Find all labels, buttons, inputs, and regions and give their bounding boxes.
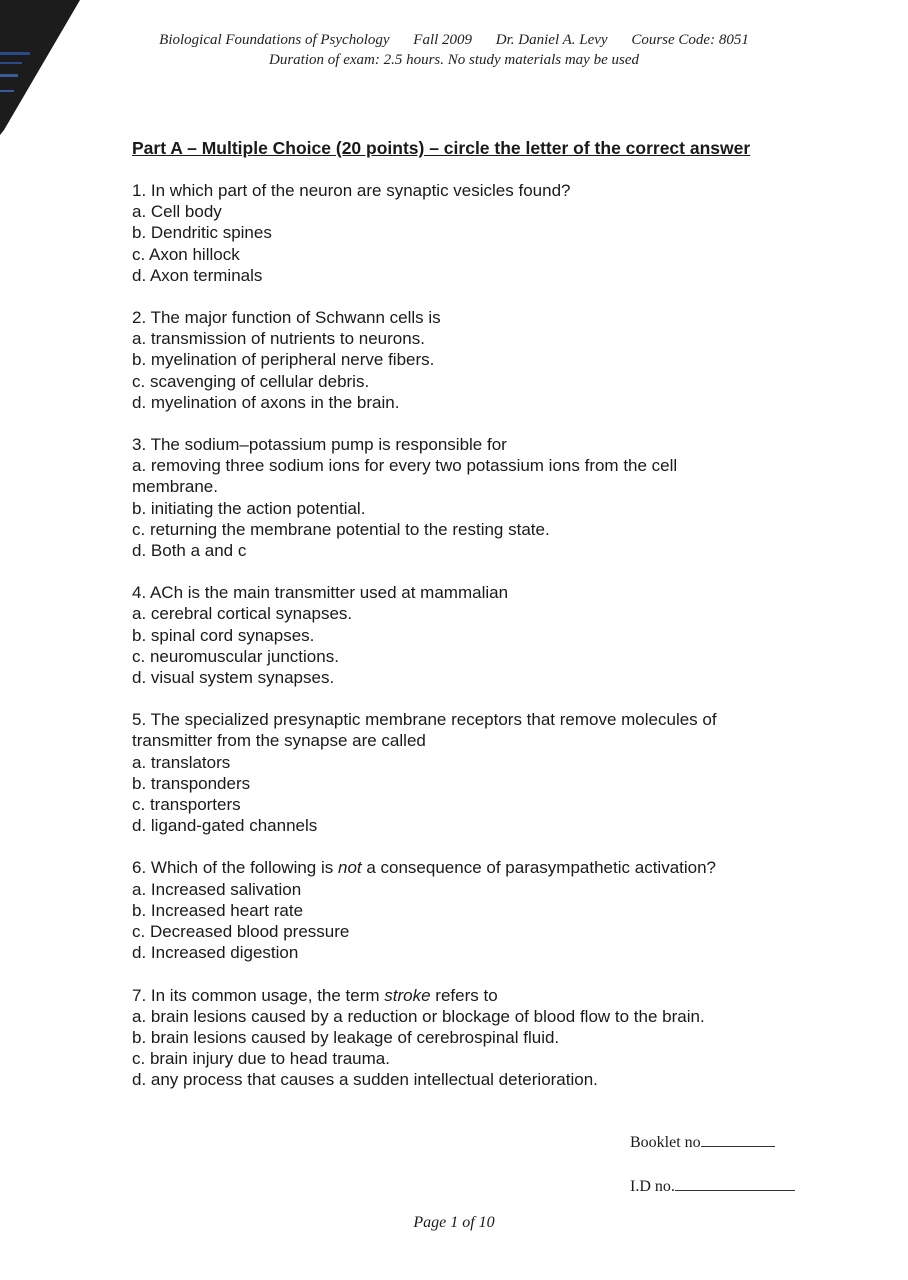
answer-option[interactable]: b. Increased heart rate xyxy=(132,900,304,920)
stem-text-before: 7. In its common usage, the term xyxy=(132,985,385,1005)
question-stem xyxy=(132,857,792,878)
booklet-number-field[interactable] xyxy=(630,1132,775,1152)
exam-duration: Duration of exam: 2.5 hours. No study materials may be used xyxy=(269,52,639,68)
stem-text-after: a consequence of parasympathetic activation? xyxy=(361,858,717,878)
question-list xyxy=(132,180,792,1112)
question-1 xyxy=(132,180,792,286)
page-number: Page 1 of 10 xyxy=(413,1214,495,1231)
answer-option[interactable]: a. brain lesions caused by a reduction or blockage of blood flow to the brain. xyxy=(132,1006,705,1026)
answer-option[interactable]: a. translators xyxy=(132,752,231,772)
question-stem: 3. The sodium–potassium pump is responsible for xyxy=(132,435,507,455)
part-a-title: Part A – Multiple Choice (20 points) – circle the letter of the correct answer xyxy=(132,138,751,158)
question-2 xyxy=(132,307,792,413)
answer-option[interactable]: d. visual system synapses. xyxy=(132,668,335,688)
answer-option[interactable]: a. transmission of nutrients to neurons. xyxy=(132,329,425,349)
booklet-number-label: Booklet no xyxy=(630,1134,701,1151)
id-number-blank[interactable] xyxy=(675,1176,795,1191)
instructor: Dr. Daniel A. Levy xyxy=(495,32,608,48)
answer-option[interactable]: b. initiating the action potential. xyxy=(132,498,366,518)
question-3 xyxy=(132,434,792,561)
stem-emphasis: stroke xyxy=(384,985,431,1005)
term: Fall 2009 xyxy=(413,32,473,48)
answer-option[interactable]: d. ligand-gated channels xyxy=(132,816,318,836)
question-6 xyxy=(132,857,792,963)
question-stem: 2. The major function of Schwann cells is xyxy=(132,308,441,328)
question-stem xyxy=(132,985,792,1006)
answer-option[interactable]: c. transporters xyxy=(132,795,241,815)
id-number-label: I.D no. xyxy=(630,1178,675,1195)
question-stem: 4. ACh is the main transmitter used at mammalian xyxy=(132,583,509,603)
answer-option[interactable]: d. myelination of axons in the brain. xyxy=(132,392,400,412)
answer-option[interactable]: a. cerebral cortical synapses. xyxy=(132,604,353,624)
answer-option[interactable]: d. Increased digestion xyxy=(132,943,299,963)
question-4 xyxy=(132,582,792,688)
exam-header xyxy=(0,30,908,70)
booklet-number-blank[interactable] xyxy=(701,1132,775,1147)
answer-option[interactable]: b. myelination of peripheral nerve fibers. xyxy=(132,350,435,370)
answer-option[interactable]: c. brain injury due to head trauma. xyxy=(132,1049,390,1069)
answer-option[interactable]: a. removing three sodium ions for every two potassium ions from the cell membrane. xyxy=(132,456,678,497)
course-title: Biological Foundations of Psychology xyxy=(159,32,390,48)
answer-option[interactable]: c. scavenging of cellular debris. xyxy=(132,371,370,391)
answer-option[interactable]: d. any process that causes a sudden intellectual deterioration. xyxy=(132,1070,598,1090)
answer-option[interactable]: b. spinal cord synapses. xyxy=(132,625,315,645)
answer-option[interactable]: d. Both a and c xyxy=(132,541,247,561)
answer-option[interactable]: c. neuromuscular junctions. xyxy=(132,646,339,666)
answer-option[interactable]: c. returning the membrane potential to the resting state. xyxy=(132,519,550,539)
answer-option[interactable]: c. Axon hillock xyxy=(132,244,240,264)
question-stem: 1. In which part of the neuron are synaptic vesicles found? xyxy=(132,181,571,200)
answer-option[interactable]: b. transponders xyxy=(132,773,251,793)
stem-text-after: refers to xyxy=(430,985,498,1005)
answer-option[interactable]: a. Cell body xyxy=(132,202,222,222)
answer-option[interactable]: b. Dendritic spines xyxy=(132,223,272,243)
question-stem: 5. The specialized presynaptic membrane receptors that remove molecules of transmitter from the synapse are called xyxy=(132,710,717,751)
answer-option[interactable]: d. Axon terminals xyxy=(132,265,263,285)
answer-option[interactable]: b. brain lesions caused by leakage of cerebrospinal fluid. xyxy=(132,1027,560,1047)
course-code: Course Code: 8051 xyxy=(631,32,749,48)
stem-emphasis: not xyxy=(337,858,362,878)
answer-option[interactable]: a. Increased salivation xyxy=(132,879,302,899)
answer-option[interactable]: c. Decreased blood pressure xyxy=(132,922,350,942)
id-number-field[interactable] xyxy=(630,1176,795,1196)
question-7 xyxy=(132,985,792,1091)
question-5 xyxy=(132,709,792,836)
header-course-line xyxy=(0,30,908,50)
stem-text-before: 6. Which of the following is xyxy=(132,858,338,878)
